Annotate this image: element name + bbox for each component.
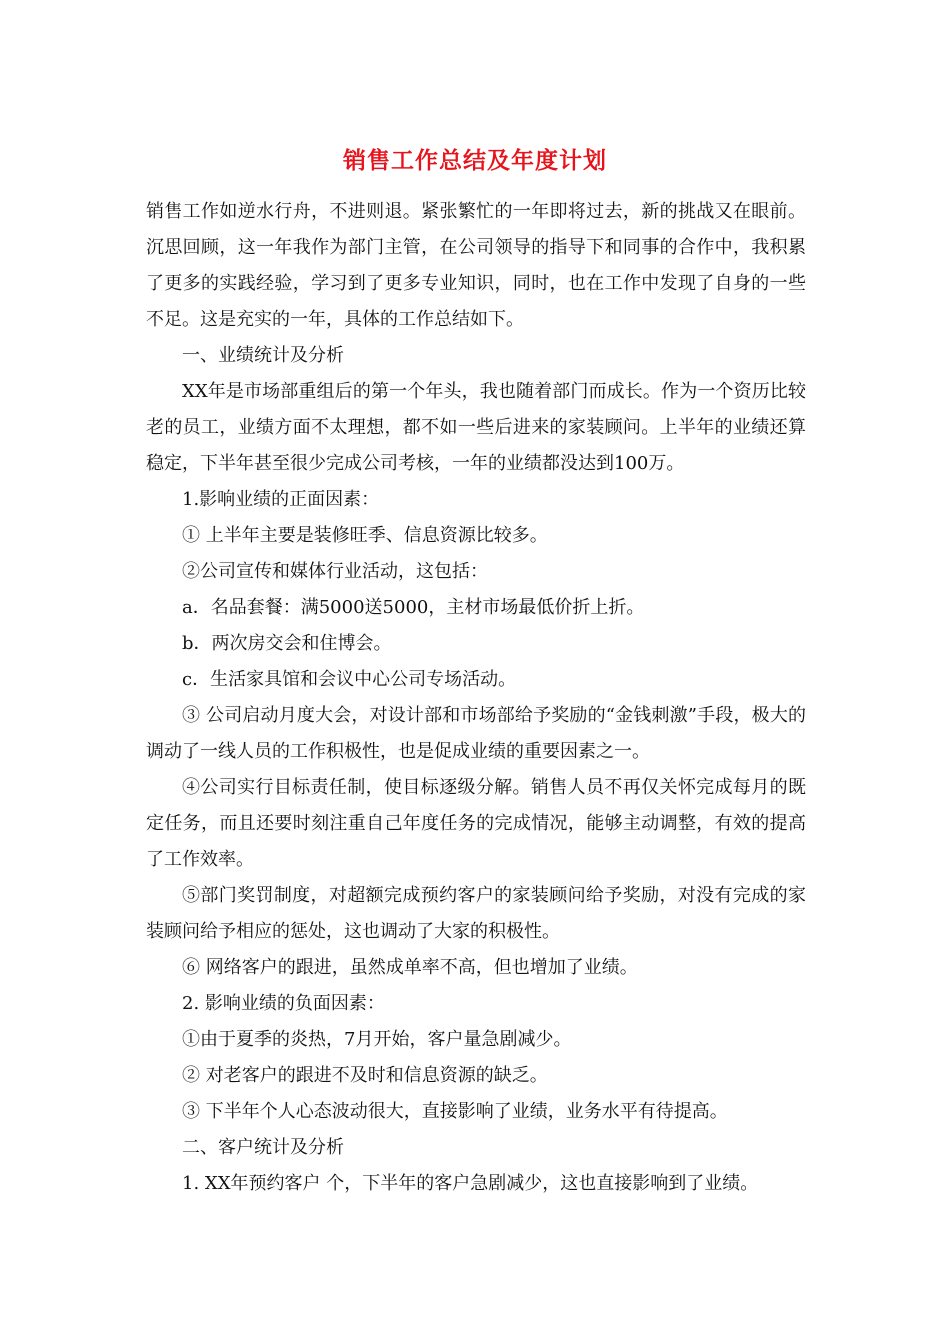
negative-factors-heading: 2. 影响业绩的负面因素： bbox=[182, 993, 385, 1014]
intro-paragraph: 销售工作如逆水行舟，不进则退。紧张繁忙的一年即将过去，新的挑战又在眼前。沉思回顾，这一年我作为部门主管，在公司领导的指导下和同事的合作中，我积累了更多的实践经验，学习到了更多专业知识，同时，也在工作中发现了自身的一些不足。这是充实的一年，具体的工作总结如下。 bbox=[146, 201, 806, 330]
positive-factors-heading: 1.影响业绩的正面因素： bbox=[182, 489, 380, 510]
positive-factor-2a: a．名品套餐：满5000送5000，主材市场最低价折上折。 bbox=[182, 597, 645, 618]
negative-factor-1: ①由于夏季的炎热，7月开始，客户量急剧减少。 bbox=[182, 1029, 572, 1050]
positive-factor-1: ① 上半年主要是装修旺季、信息资源比较多。 bbox=[182, 525, 548, 546]
document-body bbox=[146, 194, 806, 1202]
positive-factor-2c: c．生活家具馆和会议中心公司专场活动。 bbox=[182, 669, 517, 690]
negative-factor-3: ③ 下半年个人心态波动很大，直接影响了业绩，业务水平有待提高。 bbox=[182, 1101, 728, 1122]
section2-heading: 二、客户统计及分析 bbox=[182, 1137, 344, 1158]
positive-factor-4: ④公司实行目标责任制，使目标逐级分解。销售人员不再仅关怀完成每月的既定任务，而且还要时刻注重自己年度任务的完成情况，能够主动调整，有效的提高了工作效率。 bbox=[146, 777, 806, 870]
negative-factor-2: ② 对老客户的跟进不及时和信息资源的缺乏。 bbox=[182, 1065, 548, 1086]
section1-heading: 一、业绩统计及分析 bbox=[182, 345, 344, 366]
positive-factor-2: ②公司宣传和媒体行业活动，这包括： bbox=[182, 561, 488, 582]
document-title: 销售工作总结及年度计划 bbox=[343, 147, 607, 174]
positive-factor-6: ⑥ 网络客户的跟进，虽然成单率不高，但也增加了业绩。 bbox=[182, 957, 638, 978]
section2-item-1: 1. XX年预约客户 个，下半年的客户急剧减少，这也直接影响到了业绩。 bbox=[182, 1173, 759, 1194]
positive-factor-5: ⑤部门奖罚制度，对超额完成预约客户的家装顾问给予奖励，对没有完成的家装顾问给予相应的惩处，这也调动了大家的积极性。 bbox=[146, 885, 806, 942]
positive-factor-3: ③ 公司启动月度大会，对设计部和市场部给予奖励的“金钱刺激”手段，极大的调动了一线人员的工作积极性，也是促成业绩的重要因素之一。 bbox=[146, 705, 806, 762]
positive-factor-2b: b．两次房交会和住博会。 bbox=[182, 633, 392, 654]
section1-paragraph: XX年是市场部重组后的第一个年头，我也随着部门而成长。作为一个资历比较老的员工，业绩方面不太理想，都不如一些后进来的家装顾问。上半年的业绩还算稳定，下半年甚至很少完成公司考核，一年的业绩都没达到100万。 bbox=[146, 381, 806, 474]
